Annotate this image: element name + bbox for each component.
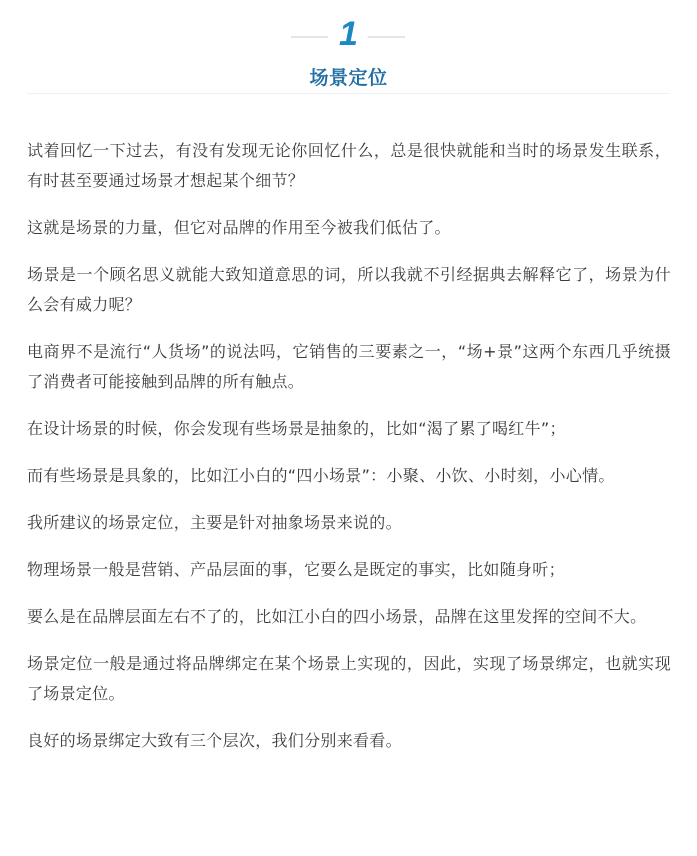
paragraph: 这就是场景的力量，但它对品牌的作用至今被我们低估了。 xyxy=(27,218,451,237)
paragraph: 场景定位一般是通过将品牌绑定在某个场景上实现的，因此，实现了场景绑定，也就实现了场景定位。 xyxy=(27,654,671,703)
paragraph: 场景是一个顾名思义就能大致知道意思的词，所以我就不引经据典去解释它了，场景为什么会有威力呢？ xyxy=(27,265,671,314)
section-header xyxy=(0,0,697,100)
decorative-line-right xyxy=(368,36,405,38)
article-body xyxy=(27,136,671,773)
paragraph: 要么是在品牌层面左右不了的，比如江小白的四小场景，品牌在这里发挥的空间不大。 xyxy=(27,607,647,626)
paragraph: 良好的场景绑定大致有三个层次，我们分别来看看。 xyxy=(27,731,402,750)
section-number-row xyxy=(0,14,697,56)
header-divider xyxy=(27,93,670,94)
paragraph: 在设计场景的时候，你会发现有些场景是抽象的，比如“渴了累了喝红牛”； xyxy=(27,419,566,438)
paragraph: 而有些场景是具象的，比如江小白的“四小场景”：小聚、小饮、小时刻，小心情。 xyxy=(27,466,615,485)
section-number: 1 xyxy=(339,15,358,53)
paragraph: 试着回忆一下过去，有没有发现无论你回忆什么，总是很快就能和当时的场景发生联系，有时甚至要通过场景才想起某个细节？ xyxy=(27,141,671,190)
paragraph: 我所建议的场景定位，主要是针对抽象场景来说的。 xyxy=(27,513,402,532)
section-title: 场景定位 xyxy=(309,67,388,89)
paragraph: 电商界不是流行“人货场”的说法吗，它销售的三要素之一，“场+景”这两个东西几乎统摄了消费者可能接触到品牌的所有触点。 xyxy=(27,342,671,391)
paragraph: 物理场景一般是营销、产品层面的事，它要么是既定的事实，比如随身听； xyxy=(27,560,565,579)
